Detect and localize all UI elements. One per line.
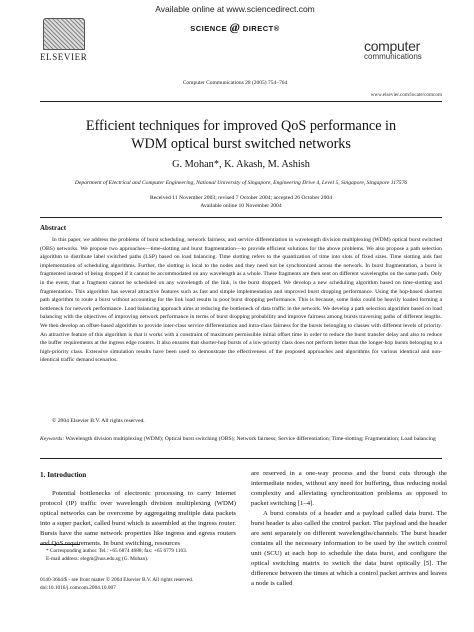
author-email: E-mail address: elegm@nus.edu.sg (G. Mohan). (46, 555, 149, 562)
intro-paragraph-1: Potential bottlenecks of electronic processing to carry Internet protocol (IP) traffic over wavelength division multiplexing (WDM) optical networks can be overcome by aggregating multiple data packets into a super packet, called burst which is assembled at the ingress router. Bursts have the same network properties like ingress and egress routers and QoS requirements. In burst switching, resources (40, 490, 236, 547)
keywords (40, 435, 442, 444)
header-rule (40, 101, 442, 102)
sciencedirect-at-icon: @ (229, 20, 241, 34)
abstract-text: In this paper, we address the problems of burst scheduling, network fairness, and service differentiation in wavelength division multiplexing (WDM) optical burst switched (OBS) networks. We propose two approaches—time-slotting and burst fragmentation—to provide efficient solutions for the above problems. We also propose a path selection algorithm to distribute label switched paths (LSP) based on load balancing. Time slotting refers to the quantization of time into slots of fixed sizes. Time slotting aids fast implementation of scheduling algorithms. Further, the slotting is local to the nodes and they need not be synchronized across the network. In burst fragmentation, a burst is fragmented instead of being dropped if it cannot be accommodated on any wavelength as a whole. These fragments are then sent on different wavelengths on the same path. Only in the event, that a fragment cannot be scheduled on any wavelength of the link, is the burst dropped. We develop a new scheduling algorithm based on time-slotting and fragmentation. This algorithm has several attractive features such as fast and simple implementation and improved burst dropping performance. Using the hop-based shortest path algorithm to route a burst without accounting for the link load results in poor burst dropping performance. This is because, some links could be heavily loaded forming a bottleneck for network performance. Load balancing approach aims at reducing the bottleneck of data traffic in the network. We develop a path selection algorithm based on load balancing with the objectives of improving network performance in terms of burst dropping probability and improve fairness among bursts traversing paths of different lengths. We then develop an offset-based algorithm to provide inter-class service differentiation and intra-class fairness for the bursts belonging to classes with different levels of priority. An attractive feature of this algorithm is that it works with a constraint of maximum permissible initial offset time in order to reduce the burst transfer delay and also to reduce the buffer requirements at the ingress edge routers. It also ensures that shorter-hop bursts of a low-priority class does not perform better than the longer-hop bursts belonging to a high-priority class. Extensive simulation results have been used to demonstrate the effectiveness of the proposed approaches and algorithms for various identical and non-identical traffic demand scenarios. (40, 237, 442, 364)
article-authors: G. Mohan*, K. Akash, M. Ashish (172, 159, 310, 170)
keywords-label: Keywords: (40, 436, 65, 442)
intro-paragraph-2: are reserved in a one-way process and the burst cuts through the intermediate nodes, without any need for buffering, thus reducing nodal complexity and alleviating synchronization problems as opposed to packet switching [1–4]. (251, 470, 447, 507)
available-date: Available online 10 November 2004 (200, 203, 282, 209)
title-line-1: Efficient techniques for improved QoS performance in (85, 118, 397, 134)
publisher-logo (40, 18, 86, 62)
sciencedirect-left: SCIENCE (190, 24, 228, 33)
footnote-rule (40, 544, 80, 545)
abstract-heading: Abstract (40, 224, 67, 232)
issn-line: 0140-3664/$ - see front matter © 2004 Elsevier B.V. All rights reserved. (40, 577, 194, 583)
sciencedirect-logo (190, 20, 279, 35)
right-column (251, 469, 447, 589)
header-center (140, 4, 330, 36)
doi-line[interactable]: doi:10.1016/j.comcom.2004.10.007 (40, 584, 116, 591)
journal-logo-line1: computer (364, 38, 420, 54)
journal-logo (364, 40, 442, 61)
author-affiliation: Department of Electrical and Computer Engineering, National University of Singapore, Engineering Drive 4, Level 5, Singapore, Singapore 117576 (74, 180, 408, 186)
journal-logo-line2: communications (364, 52, 422, 61)
publisher-name: ELSEVIER (40, 52, 88, 62)
title-line-2: WDM optical burst switched networks (131, 136, 351, 152)
received-dates: Received 11 November 2003; revised 7 October 2004; accepted 26 October 2004 (150, 195, 332, 201)
journal-url[interactable]: www.elsevier.com/locate/comcom (370, 92, 442, 98)
available-online-text: Available online at www.sciencedirect.com (155, 4, 315, 14)
article-title (40, 117, 442, 153)
abstract-copyright: © 2004 Elsevier B.V. All rights reserved. (52, 418, 145, 424)
article-dates (40, 194, 442, 210)
front-matter-note (40, 577, 240, 592)
abstract-top-rule (40, 217, 442, 218)
abstract-bottom-rule (40, 458, 442, 459)
journal-citation: Computer Communications 28 (2005) 754–764 (182, 80, 288, 86)
footnote (40, 548, 236, 563)
section-heading-introduction: 1. Introduction (40, 471, 87, 479)
intro-paragraph-3: A burst consists of a header and a payload called data burst. The burst header is also called the control packet. The payload and the header are sent separately on different wavelengths/channels. The burst header contains all the necessary information to be used by the switch control unit (SCU) at each hop to schedule the data burst, and configure the optical switching matrix to switch the data burst optically [5]. The difference between the times at which a control packet arrives and leaves a node is called (251, 510, 447, 587)
keywords-list: Wavelength division multiplexing (WDM); Optical burst switching (OBS); Network fairness; Service differentiation; Time-slotting; Fragmentation; Load balancing (65, 436, 436, 442)
elsevier-tree-icon (43, 18, 85, 50)
left-column (40, 489, 236, 549)
sciencedirect-right: DIRECT® (242, 24, 280, 33)
corresponding-author: * Corresponding author. Tel.: +65 6874 4688; fax: +65 6779 1103. (46, 548, 188, 554)
